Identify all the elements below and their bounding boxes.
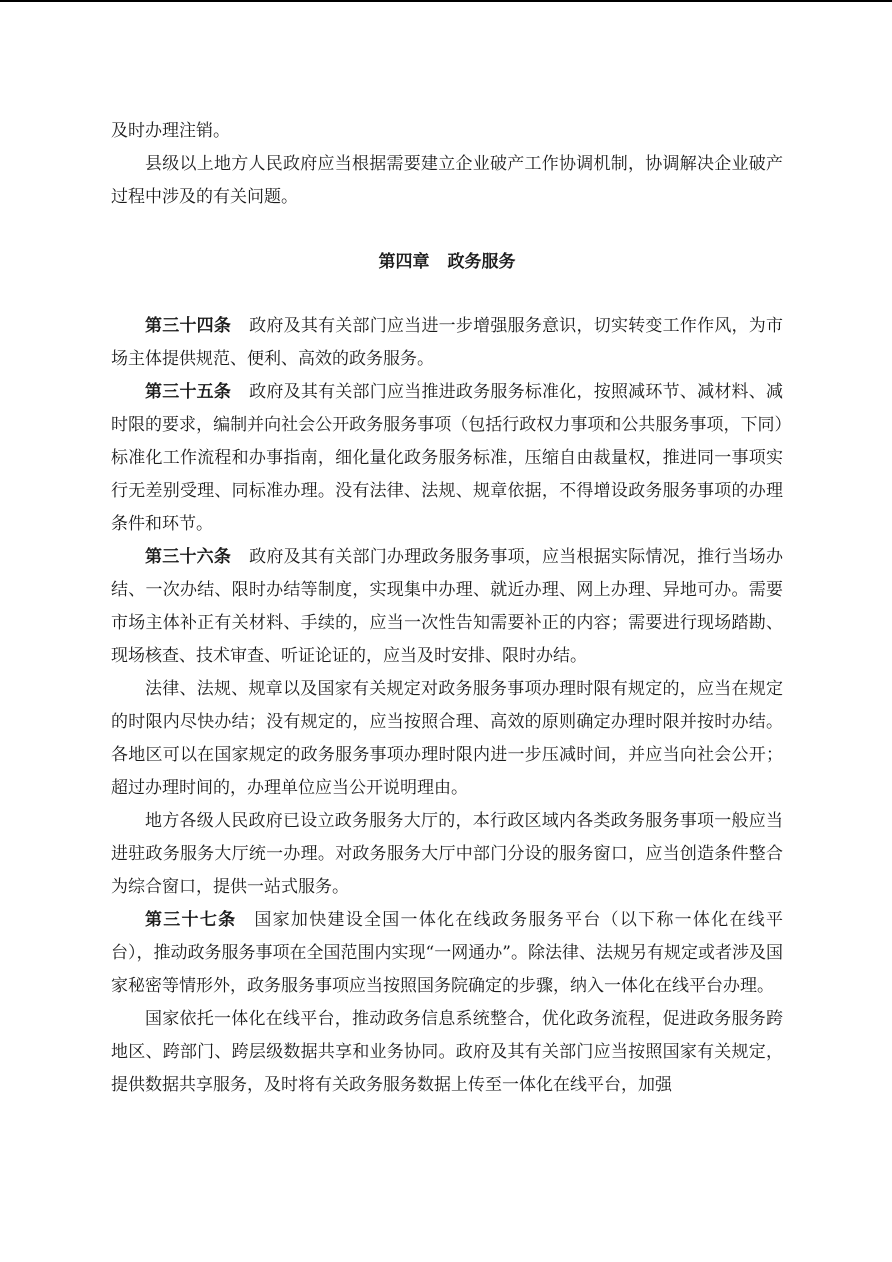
- article-35: [111, 376, 783, 541]
- paragraph-bankruptcy-coordination: 县级以上地方人民政府应当根据需要建立企业破产工作协调机制，协调解决企业破产过程中涉及的有关问题。: [111, 154, 783, 207]
- top-border-line: [0, 0, 892, 2]
- article-text: 国家加快建设全国一体化在线政务服务平台（以下称一体化在线平台），推动政务服务事项在全国范围内实现“一网通办”。除法律、法规另有规定或者涉及国家秘密等情形外，政务服务事项应当按照国务院确定的步骤，纳入一体化在线平台办理。: [111, 910, 784, 996]
- paragraph-continuation: 及时办理注销。: [111, 121, 230, 141]
- paragraph-service-hall: 地方各级人民政府已设立政务服务大厅的，本行政区域内各类政务服务事项一般应当进驻政务服务大厅统一办理。对政务服务大厅中部门分设的服务窗口，应当创造条件整合为综合窗口，提供一站式服务。: [111, 811, 783, 897]
- article-36: [111, 541, 783, 673]
- article-number: 第三十五条: [145, 382, 232, 402]
- document-page: [111, 115, 783, 1102]
- article-number: 第三十七条: [145, 910, 237, 930]
- article-text: 政府及其有关部门应当进一步增强服务意识，切实转变工作作风，为市场主体提供规范、便利、高效的政务服务。: [111, 316, 784, 369]
- paragraph-online-platform: 国家依托一体化在线平台，推动政务信息系统整合，优化政务流程，促进政务服务跨地区、跨部门、跨层级数据共享和业务协同。政府及其有关部门应当按照国家有关规定，提供数据共享服务，及时将有关政务服务数据上传至一体化在线平台，加强: [111, 1009, 783, 1095]
- article-text: 政府及其有关部门应当推进政务服务标准化，按照减环节、减材料、减时限的要求，编制并向社会公开政务服务事项（包括行政权力事项和公共服务事项，下同）标准化工作流程和办事指南，细化量化政务服务标准，压缩自由裁量权，推进同一事项实行无差别受理、同标准办理。没有法律、法规、规章依据，不得增设政务服务事项的办理条件和环节。: [111, 382, 784, 534]
- article-number: 第三十四条: [145, 316, 232, 336]
- article-34: [111, 310, 783, 376]
- paragraph-time-limits: 法律、法规、规章以及国家有关规定对政务服务事项办理时限有规定的，应当在规定的时限内尽快办结；没有规定的，应当按照合理、高效的原则确定办理时限并按时办结。各地区可以在国家规定的政务服务事项办理时限内进一步压减时间，并应当向社会公开；超过办理时间的，办理单位应当公开说明理由。: [111, 679, 783, 798]
- article-37: [111, 904, 783, 1003]
- chapter-number: 第四章: [378, 252, 430, 272]
- article-number: 第三十六条: [145, 547, 232, 567]
- article-text: 政府及其有关部门办理政务服务事项，应当根据实际情况，推行当场办结、一次办结、限时办结等制度，实现集中办理、就近办理、网上办理、异地可办。需要市场主体补正有关材料、手续的，应当一次性告知需要补正的内容；需要进行现场踏勘、现场核查、技术审查、听证论证的，应当及时安排、限时办结。: [111, 547, 784, 666]
- chapter-heading: [111, 245, 783, 279]
- chapter-title: 政务服务: [447, 252, 516, 272]
